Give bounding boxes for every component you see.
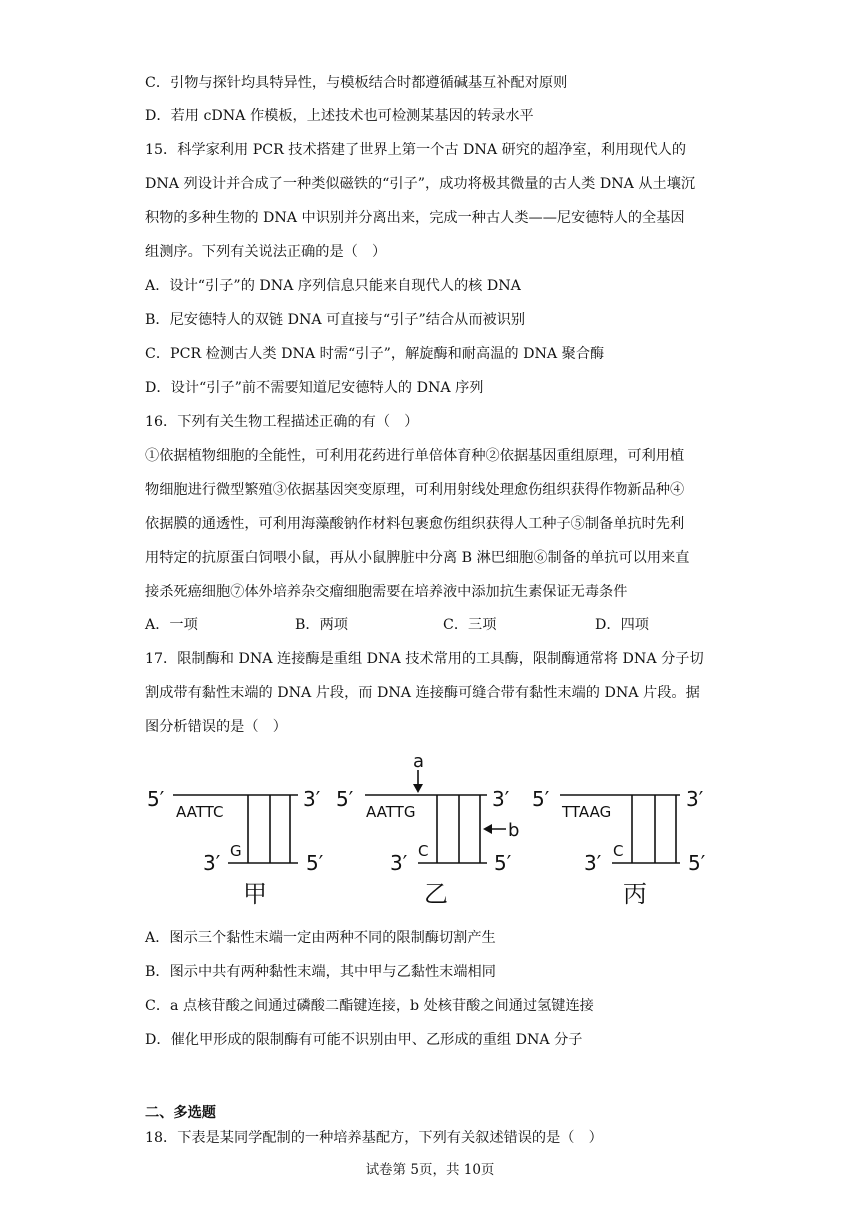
label-b: b (508, 820, 520, 841)
panel-3-five-prime-bottom: 5′ (688, 851, 706, 875)
q16-stem-line-4: 依据膜的通透性，可利用海藻酸钠作材料包裹愈伤组织获得人工种子⑤制备单抗时先利 (145, 516, 685, 532)
panel-2-three-prime-bottom: 3′ (390, 851, 408, 875)
q16-stem-line-2: ①依据植物细胞的全能性，可利用花药进行单倍体育种②依据基因重组原理，可利用植 (145, 448, 685, 464)
q16-stem-line-6: 接杀死癌细胞⑦体外培养杂交瘤细胞需要在培养液中添加抗生素保证无毒条件 (145, 584, 628, 600)
q15-stem-line-1: 15．科学家利用 PCR 技术搭建了世界上第一个古 DNA 研究的超净室，利用现代人的 (145, 142, 687, 158)
q17-stem-line-2: 割成带有黏性末端的 DNA 片段，而 DNA 连接酶可缝合带有黏性末端的 DNA 片段。据 (145, 685, 700, 701)
q17-stem-line-3: 图分析错误的是（ ） (145, 719, 287, 735)
q15-option-d: D．设计“引子”前不需要知道尼安德特人的 DNA 序列 (145, 380, 484, 396)
sticky-end-figure (0, 740, 860, 915)
panel-2-five-prime-bottom: 5′ (494, 851, 512, 875)
q17-option-b: B．图示中共有两种黏性末端，其中甲与乙黏性末端相同 (145, 964, 496, 980)
q15-stem-line-3: 积物的多种生物的 DNA 中识别并分离出来，完成一种古人类——尼安德特人的全基因 (145, 210, 685, 226)
panel-3-five-prime-top: 5′ (532, 787, 550, 811)
q17-option-d: D．催化甲形成的限制酶有可能不识别由甲、乙形成的重组 DNA 分子 (145, 1032, 583, 1048)
q17-option-c: C．a 点核苷酸之间通过磷酸二酯键连接，b 处核苷酸之间通过氢键连接 (145, 998, 594, 1014)
panel-3-three-prime-top: 3′ (686, 787, 704, 811)
q14-option-c: C．引物与探针均具特异性，与模板结合时都遵循碱基互补配对原则 (145, 75, 568, 91)
panel-1-five-prime-top: 5′ (147, 787, 165, 811)
panel-1-name: 甲 (243, 880, 267, 908)
panel-1-three-prime-top: 3′ (303, 787, 321, 811)
section-title: 二、多选题 (145, 1105, 216, 1121)
page-footer: 试卷第 5页，共 10页 (365, 1162, 495, 1178)
panel-2-top-sequence: AATTG (366, 803, 416, 821)
panel-2-bottom-base: C (418, 842, 429, 860)
q16-stem-line-3: 物细胞进行微型繁殖③依据基因突变原理，可利用射线处理愈伤组织获得作物新品种④ (145, 482, 685, 498)
q16-option-a: A．一项 (145, 617, 198, 633)
arrow-b-head (483, 824, 492, 834)
q15-option-b: B．尼安德特人的双链 DNA 可直接与“引子”结合从而被识别 (145, 312, 526, 328)
panel-2-three-prime-top: 3′ (492, 787, 510, 811)
panel-3-top-sequence: TTAAG (562, 803, 612, 821)
panel-3-three-prime-bottom: 3′ (584, 851, 602, 875)
q15-stem-line-2: DNA 列设计并合成了一种类似磁铁的“引子”，成功将极其微量的古人类 DNA 从土壤沉 (145, 176, 696, 192)
q16-option-c: C．三项 (443, 617, 497, 633)
panel-3-name: 丙 (623, 880, 647, 908)
q16-option-b: B．两项 (295, 617, 348, 633)
panel-2-name: 乙 (424, 880, 448, 908)
q17-option-a: A．图示三个黏性末端一定由两种不同的限制酶切割产生 (145, 930, 496, 946)
q15-option-a: A．设计“引子”的 DNA 序列信息只能来自现代人的核 DNA (145, 278, 521, 294)
panel-1-top-sequence: AATTC (176, 803, 224, 821)
q14-option-d: D．若用 cDNA 作模板，上述技术也可检测某基因的转录水平 (145, 108, 534, 124)
q16-options (145, 615, 705, 635)
label-a: a (413, 751, 425, 772)
q15-option-c: C．PCR 检测古人类 DNA 时需“引子”，解旋酶和耐高温的 DNA 聚合酶 (145, 346, 605, 362)
q17-stem-line-1: 17．限制酶和 DNA 连接酶是重组 DNA 技术常用的工具酶，限制酶通常将 DNA 分子切 (145, 651, 704, 667)
q18-stem: 18．下表是某同学配制的一种培养基配方，下列有关叙述错误的是（ ） (145, 1130, 603, 1146)
panel-3-bottom-base: C (613, 842, 624, 860)
q15-stem-line-4: 组测序。下列有关说法正确的是（ ） (145, 244, 387, 260)
arrow-a-head (413, 784, 423, 793)
panel-2-five-prime-top: 5′ (336, 787, 354, 811)
panel-1-bottom-base: G (230, 842, 242, 860)
q16-stem-line-5: 用特定的抗原蛋白饲喂小鼠，再从小鼠脾脏中分离 B 淋巴细胞⑥制备的单抗可以用来直 (145, 550, 690, 566)
q16-option-d: D．四项 (595, 617, 649, 633)
panel-1-five-prime-bottom: 5′ (306, 851, 324, 875)
q16-stem-line-1: 16．下列有关生物工程描述正确的有（ ） (145, 414, 419, 430)
panel-1-three-prime-bottom: 3′ (203, 851, 221, 875)
